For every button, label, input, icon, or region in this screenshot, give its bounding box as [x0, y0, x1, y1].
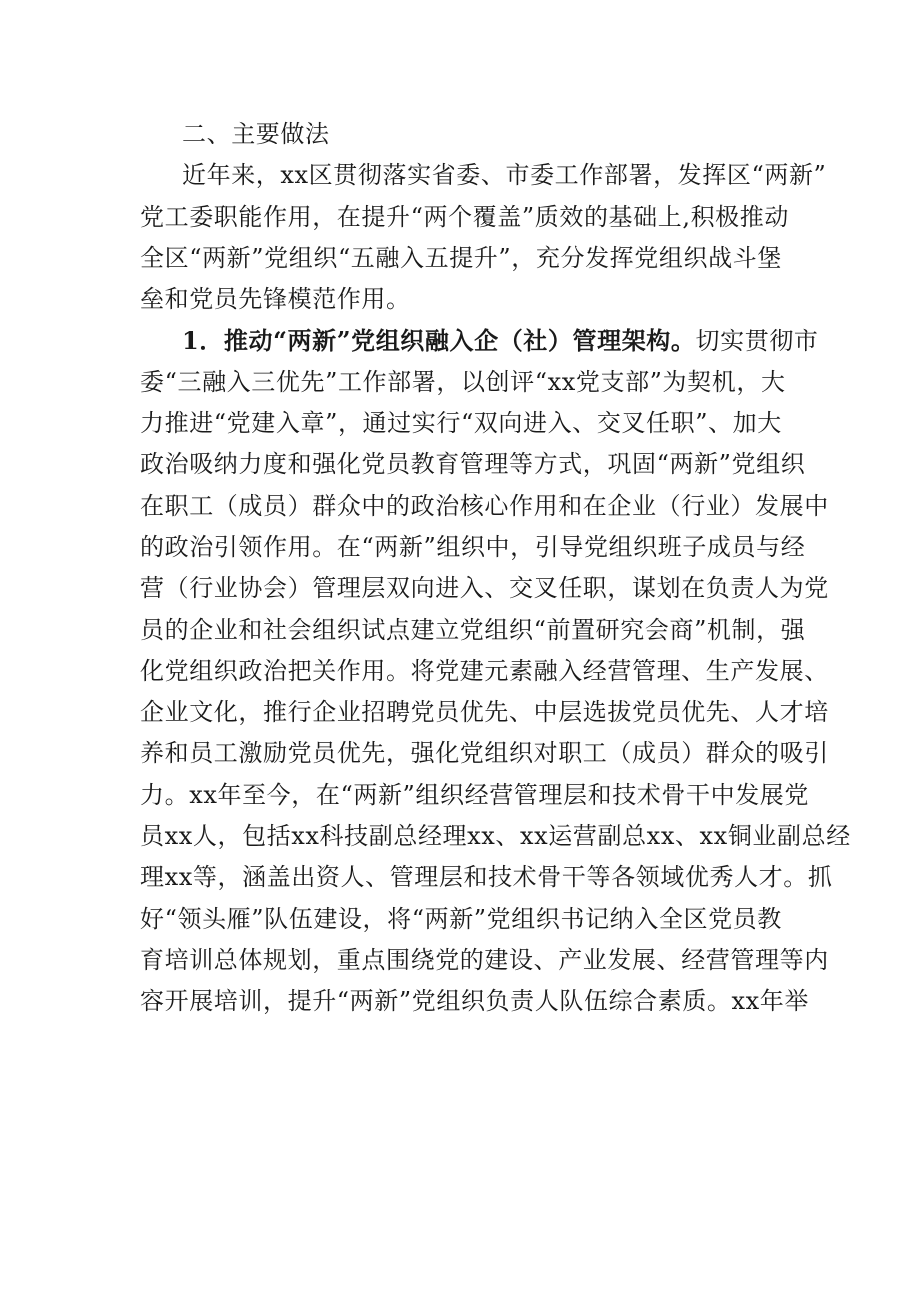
- item1-line: 在职工（成员）群众中的政治核心作用和在企业（行业）发展中: [140, 491, 829, 520]
- item1-line: 委“三融入三优先”工作部署，以创评“xx党支部”为契机，大: [140, 367, 786, 396]
- item1-line: 政治吸纳力度和强化党员教育管理等方式，巩固“两新”党组织: [140, 450, 806, 479]
- item1-line: 力推进“党建入章”，通过实行“双向进入、交叉任职”、加大: [140, 409, 782, 438]
- item1-line: 员的企业和社会组织试点建立党组织“前置研究会商”机制，强: [140, 615, 806, 644]
- item1-first-line-rest: 切实贯彻市: [695, 327, 819, 356]
- item1-line: 养和员工激励党员优先，强化党组织对职工（成员）群众的吸引: [140, 739, 829, 768]
- intro-line: 党工委职能作用，在提升“两个覆盖”质效的基础上,积极推动: [140, 202, 789, 231]
- intro-line: 垒和党员先锋模范作用。: [140, 285, 411, 314]
- item1-heading: 1．推动“两新”党组织融入企（社）管理架构。: [182, 326, 696, 356]
- document-body: [140, 114, 851, 1023]
- item1-line: 营（行业协会）管理层双向进入、交叉任职，谋划在负责人为党: [140, 574, 829, 603]
- item1-line: 好“领头雁”队伍建设，将“两新”党组织书记纳入全区党员教: [140, 904, 782, 933]
- intro-line: 近年来，xx区贯彻落实省委、市委工作部署，发挥区“两新”: [182, 161, 827, 190]
- section-heading: 二、主要做法: [182, 120, 330, 148]
- item1-first-line: [140, 320, 819, 361]
- item1-line: 企业文化，推行企业招聘党员优先、中层选拔党员优先、人才培: [140, 698, 829, 727]
- item1-line: 力。xx年至今，在“两新”组织经营管理层和技术骨干中发展党: [140, 780, 810, 809]
- item1-line: 化党组织政治把关作用。将党建元素融入经营管理、生产发展、: [140, 656, 829, 685]
- item1-line: 育培训总体规划，重点围绕党的建设、产业发展、经营管理等内: [140, 945, 829, 974]
- intro-line: 全区“两新”党组织“五融入五提升”，充分发挥党组织战斗堡: [140, 243, 782, 272]
- item1-line: 容开展培训，提升“两新”党组织负责人队伍综合素质。xx年举: [140, 987, 810, 1016]
- item1-line: 的政治引领作用。在“两新”组织中，引导党组织班子成员与经: [140, 532, 806, 561]
- item1-line: 理xx等，涵盖出资人、管理层和技术骨干等各领域优秀人才。抓: [140, 863, 833, 892]
- item1-line: 员xx人，包括xx科技副总经理xx、xx运营副总xx、xx铜业副总经: [140, 822, 851, 851]
